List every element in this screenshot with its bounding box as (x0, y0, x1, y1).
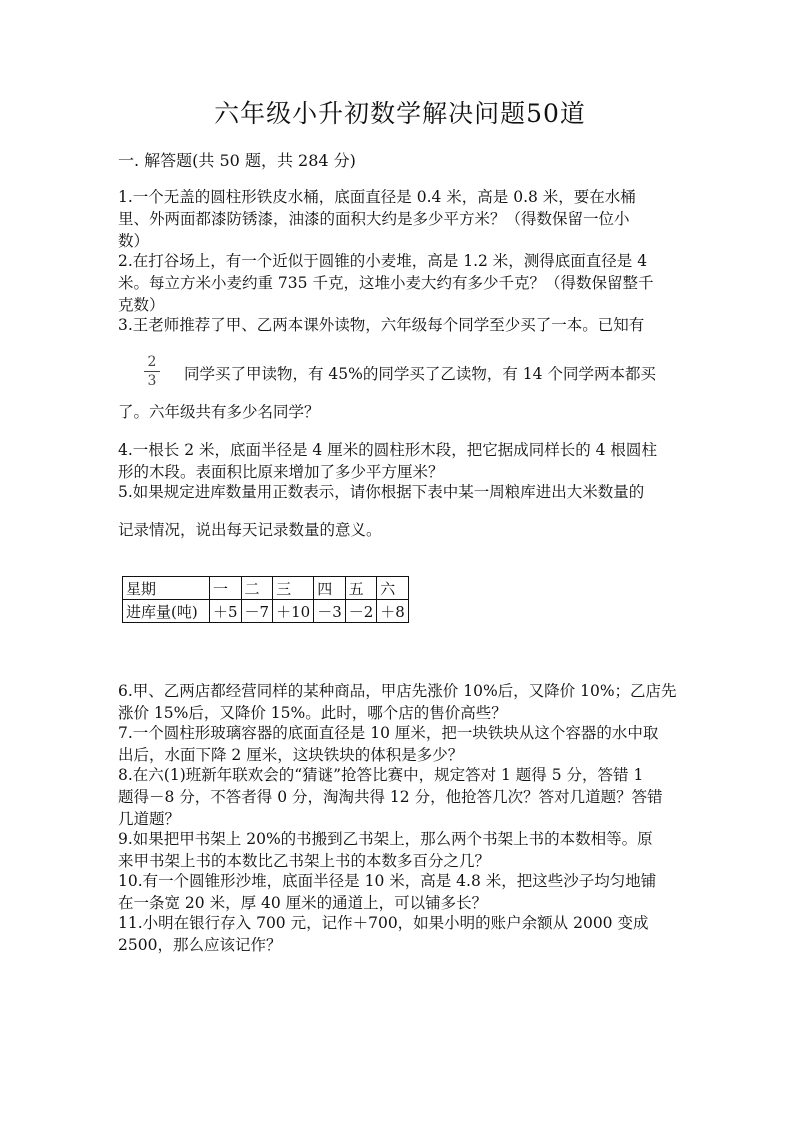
question-line: 2.在打谷场上，有一个近似于圆锥的小麦堆，高是 1.2 米，测得底面直径是 4 (118, 252, 648, 270)
table-cell: 二 (241, 577, 273, 600)
question-line: 同学买了甲读物，有 45%的同学买了乙读物，有 14 个同学两本都买 (184, 365, 656, 383)
question-1 (118, 186, 693, 252)
grain-table (122, 576, 409, 623)
question-line: 6.甲、乙两店都经营同样的某种商品，甲店先涨价 10%后，又降价 10%；乙店先 (118, 682, 677, 700)
question-line: 在一条宽 20 米，厚 40 厘米的通道上，可以铺多长？ (118, 894, 488, 912)
question-line: 了。六年级共有多少名同学？ (118, 403, 320, 421)
question-8 (118, 764, 693, 830)
table-cell: ＋5 (210, 600, 242, 623)
question-line: 7.一个圆柱形玻璃容器的底面直径是 10 厘米，把一块铁块从这个容器的水中取 (118, 724, 659, 742)
question-2 (118, 250, 693, 316)
question-line: 1.一个无盖的圆柱形铁皮水桶，底面直径是 0.4 米，高是 0.8 米，要在水桶 (118, 188, 636, 206)
question-line: 数） (118, 232, 150, 250)
question-line: 出后，水面下降 2 厘米，这块铁块的体积是多少？ (118, 746, 464, 764)
table-cell: －2 (345, 600, 377, 623)
question-line: 克数） (118, 296, 165, 314)
question-3 (118, 314, 693, 336)
question-line: 米。每立方米小麦约重 735 千克，这堆小麦大约有多少千克？（得数保留整千 (118, 274, 654, 292)
question-line: 记录情况，说出每天记录数量的意义。 (118, 521, 382, 539)
table-cell: ＋10 (273, 600, 314, 623)
question-line: 涨价 15%后，又降价 15%。此时，哪个店的售价高些？ (118, 704, 507, 722)
question-line: 11.小明在银行存入 700 元，记作＋700，如果小明的账户余额从 2000 变成 (118, 914, 649, 932)
table-cell: 进库量(吨) (123, 600, 210, 623)
table-cell: 一 (210, 577, 242, 600)
table-cell: 五 (345, 577, 377, 600)
question-line: 形的木段。表面积比原来增加了多少平方厘米？ (118, 463, 444, 481)
question-5 (118, 481, 693, 503)
fraction-bar (144, 371, 160, 372)
question-line: 里、外两面都漆防锈漆，油漆的面积大约是多少平方米？（得数保留一位小 (118, 210, 630, 228)
question-line: 4.一根长 2 米，底面半径是 4 厘米的圆柱形木段，把它据成同样长的 4 根圆柱 (118, 441, 657, 459)
table-cell: －3 (314, 600, 346, 623)
table-cell: 六 (377, 577, 409, 600)
question-line: 10.有一个圆锥形沙堆，底面半径是 10 米，高是 4.8 米，把这些沙子均匀地铺 (118, 872, 657, 890)
table-row (123, 600, 409, 623)
fraction-numerator: 2 (147, 354, 157, 370)
table-cell: 三 (273, 577, 314, 600)
table-cell: 四 (314, 577, 346, 600)
question-6 (118, 680, 693, 724)
fraction-two-thirds (144, 355, 160, 388)
question-11 (118, 912, 693, 956)
question-line: 几道题？ (118, 810, 181, 828)
question-9 (118, 828, 693, 872)
question-line: 3.王老师推荐了甲、乙两本课外读物，六年级每个同学至少买了一本。已知有 (118, 316, 645, 334)
question-7 (118, 722, 693, 766)
question-line: 来甲书架上书的本数比乙书架上书的本数多百分之几？ (118, 852, 491, 870)
table-header-row (123, 577, 409, 600)
question-line: 5.如果规定进库数量用正数表示，请你根据下表中某一周粮库进出大米数量的 (118, 483, 645, 501)
question-4 (118, 439, 693, 483)
question-line: 9.如果把甲书架上 20%的书搬到乙书架上，那么两个书架上书的本数相等。原 (118, 830, 653, 848)
question-10 (118, 870, 693, 914)
table-cell: ＋8 (377, 600, 409, 623)
question-line: 题得－8 分，不答者得 0 分，淘淘共得 12 分，他抢答几次？答对几道题？答错 (118, 788, 663, 806)
table-cell: －7 (241, 600, 273, 623)
question-line: 2500，那么应该记作？ (118, 936, 282, 954)
question-line: 8.在六(1)班新年联欢会的“猜谜”抢答比赛中，规定答对 1 题得 5 分，答错 1 (118, 766, 644, 784)
page-title: 六年级小升初数学解决问题50道 (214, 99, 586, 128)
table-cell: 星期 (123, 577, 210, 600)
fraction-denominator: 3 (147, 373, 157, 389)
section-heading: 一. 解答题(共 50 题，共 284 分) (118, 151, 356, 170)
